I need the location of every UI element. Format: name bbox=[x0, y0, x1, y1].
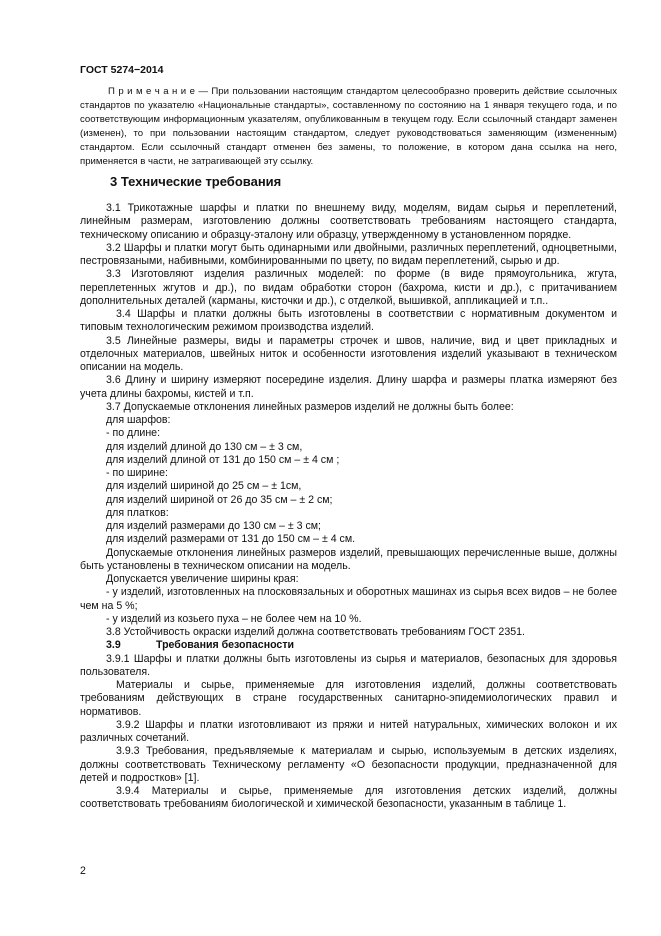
list-line: для изделий длиной от 131 до 150 см – ± 4 см ; bbox=[106, 453, 340, 466]
list-line: - по ширине: bbox=[106, 467, 168, 479]
list-line: для платков: bbox=[106, 506, 169, 519]
document-header: ГОСТ 5274−2014 bbox=[80, 64, 164, 76]
reference-note: П р и м е ч а н и е — При пользовании настоящим стандартом целесообразно проверить действие ссылочных стандартов по указателю «Национальные стандарты», составленному по состоянию на 1 января текущего года, и по соответствующим информационным указателям, опубликованным в текущем году. Если ссылочный стандарт заменен (изменен), то при пользовании настоящим стандартом, следует руководствоваться заменяющим (измененным) стандартом. Если ссылочный стандарт отменен без замены, то положение, в котором дана ссылка на него, применяется в части, не затрагивающей эту ссылку. bbox=[80, 86, 617, 167]
section-body bbox=[80, 202, 617, 812]
section-title: 3 Технические требования bbox=[110, 174, 282, 189]
list-line: для изделий шириной от 26 до 35 см – ± 2 см; bbox=[106, 493, 333, 506]
list-line: - по длине: bbox=[106, 427, 161, 440]
clause-3-4: 3.4 Шарфы и платки должны быть изготовлены в соответствии с нормативным документом и типовым технологическим режимом производства изделий. bbox=[80, 308, 617, 334]
edge-width-note: Допускается увеличение ширины края: bbox=[106, 573, 299, 585]
list-line: для изделий размерами от 131 до 150 см – ± 4 см. bbox=[106, 533, 356, 546]
clause-3-9-3: 3.9.3 Требования, предъявляемые к материалам и сырью, используемым в детских изделиях, должны соответствовать Техническому регламенту «О безопасности продукции, предназначенной для детей и подростков» [1]. bbox=[80, 745, 617, 784]
clause-3-8: 3.8 Устойчивость окраски изделий должна соответствовать требованиям ГОСТ 2351. bbox=[106, 626, 525, 638]
clause-3-7: 3.7 Допускаемые отклонения линейных размеров изделий не должны быть более: bbox=[106, 400, 514, 413]
clause-3-9-2: 3.9.2 Шарфы и платки изготовливают из пряжи и нитей натуральных, химических волокон и их различных сочетаний. bbox=[80, 718, 617, 744]
edge-width-item: - у изделий из козьего пуха – не более чем на 10 %. bbox=[106, 612, 362, 625]
clause-3-1: 3.1 Трикотажные шарфы и платки по внешнему виду, моделям, видам сырья и переплетений, линейным размерам, изготовлению должны соответствовать требованиям настоящего стандарта, техническому описанию и образцу-эталону или образцу, утвержденному в установленном порядке. bbox=[80, 202, 617, 241]
clause-3-2: 3.2 Шарфы и платки могут быть одинарными или двойными, различных переплетений, одноцветными, пестровязаными, набивными, комбинированными по цвету, по видам переплетений, сырью и др. bbox=[80, 241, 617, 267]
clause-3-9-1: 3.9.1 Шарфы и платки должны быть изготовлены из сырья и материалов, безопасных для здоровья пользователя. bbox=[80, 652, 617, 678]
edge-width-item: - у изделий, изготовленных на плосковязальных и оборотных машинах из сырья всех видов – не более чем на 5 %; bbox=[80, 586, 617, 612]
clause-3-9-4: 3.9.4 Материалы и сырье, применяемые для изготовления детских изделий, должны соответствовать требованиям биологической и химической безопасности, указанным в таблице 1. bbox=[80, 785, 617, 811]
clause-3-5: 3.5 Линейные размеры, виды и параметры строчек и швов, наличие, вид и цвет прикладных и отделочных материалов, швейных ниток и особенности изготовления изделий указывают в техническом описании на модель. bbox=[80, 334, 617, 373]
page-number: 2 bbox=[80, 865, 86, 877]
clause-3-9-title: Требования безопасности bbox=[156, 639, 295, 652]
deviation-note: Допускаемые отклонения линейных размеров изделий, превышающих перечисленные выше, должны быть установлены в техническом описании на модель. bbox=[80, 546, 617, 572]
clause-3-9-heading bbox=[80, 639, 617, 652]
list-line: для изделий длиной до 130 см – ± 3 см, bbox=[106, 440, 303, 453]
list-line: для изделий размерами до 130 см – ± 3 см; bbox=[106, 520, 321, 532]
clause-3-6: 3.6 Длину и ширину измеряют посередине изделия. Длину шарфа и размеры платка измеряют без учета длины бахромы, кистей и т.п. bbox=[80, 374, 617, 400]
materials-paragraph: Материалы и сырье, применяемые для изготовления изделий, должны соответствовать требованиям действующих в стране государственных санитарно-эпидемиологических правил и нормативов. bbox=[80, 679, 617, 718]
clause-3-3: 3.3 Изготовляют изделия различных моделей: по форме (в виде прямоугольника, жгута, переплетенных жгутов и др.), по видам обработки сторон (бахрома, кисти и др.), с притачиванием дополнительных деталей (карманы, кисточки и др.), с отделкой, вышивкой, аппликацией и т.п.. bbox=[80, 268, 617, 307]
list-line: для шарфов: bbox=[106, 414, 171, 426]
clause-3-9-number: 3.9 bbox=[106, 639, 121, 652]
list-line: для изделий шириной до 25 см – ± 1см, bbox=[106, 480, 302, 493]
